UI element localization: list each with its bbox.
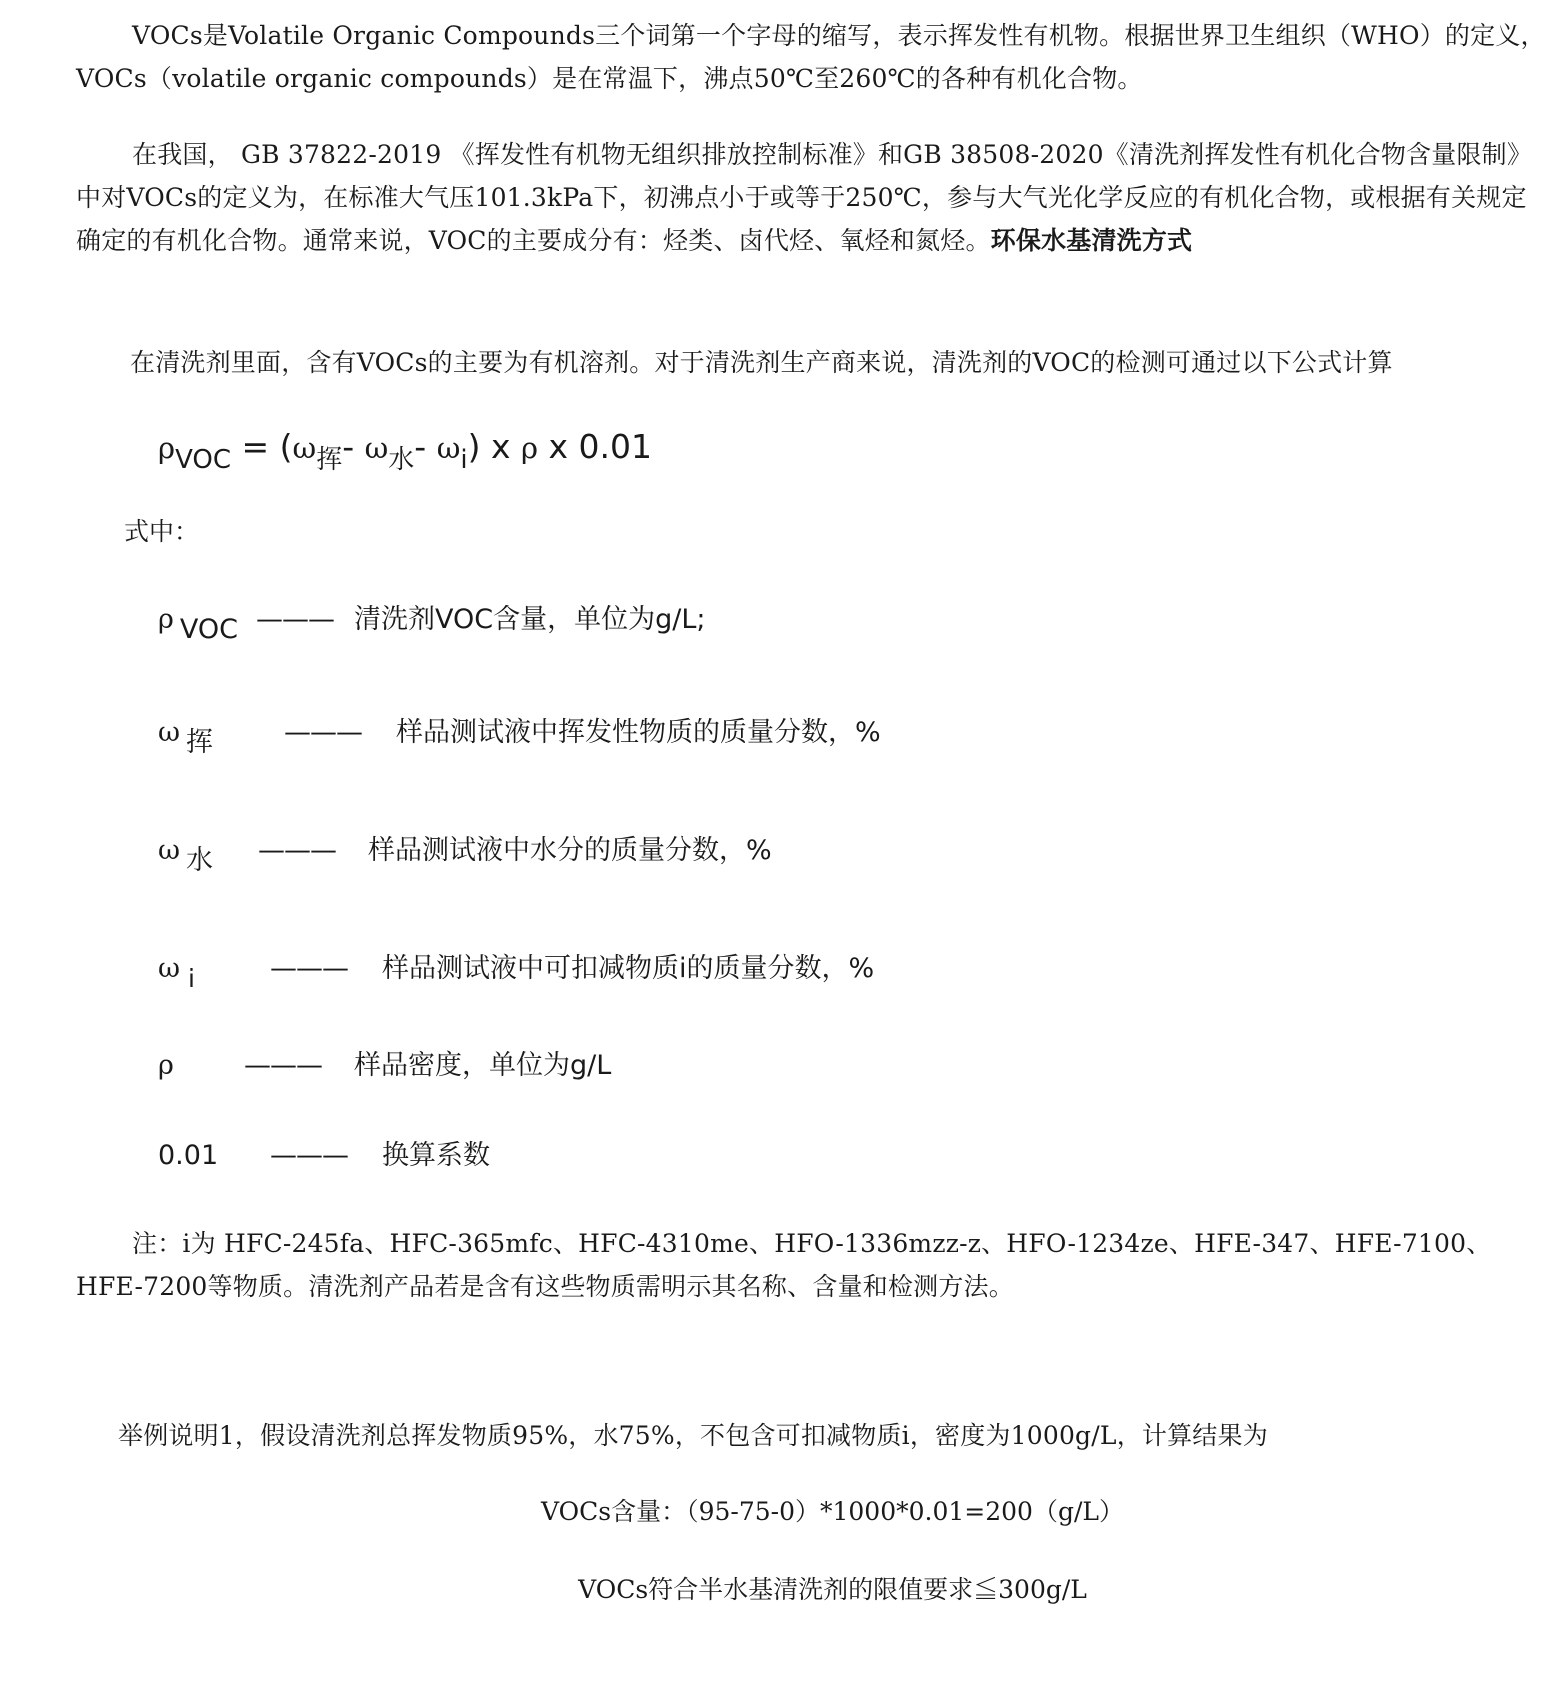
definition-dash: ———	[284, 717, 362, 748]
formula-sub-i: i	[460, 445, 468, 475]
definition-subscript: i	[188, 964, 195, 993]
paragraph-note: 注：i为 HFC-245fa、HFC-365mfc、HFC-4310me、HFO-1336mzz-z、HFO-1234ze、HFE-347、HFE-7100、HFE-7200等物质。清洗剂产品若是含有这些物质需明示其名称、含量和检测方法。	[76, 1229, 1492, 1301]
definition-greek: ρ	[158, 604, 174, 635]
formula-sub-shui: 水	[388, 445, 415, 475]
definition-text: 样品密度，单位为g/L	[354, 1050, 612, 1081]
definition-subscript: 水	[186, 845, 214, 876]
definition-greek: ρ	[158, 1050, 174, 1081]
definition-dash: ———	[270, 953, 348, 984]
formula-tail: x 0.01	[538, 427, 653, 466]
definition-row	[158, 829, 1358, 876]
formula-voc-sub: VOC	[175, 445, 232, 475]
definition-dash: ———	[244, 1050, 322, 1081]
paragraph-example: 举例说明1，假设清洗剂总挥发物质95%，水75%，不包含可扣减物质i，密度为1000g/L，计算结果为	[118, 1421, 1268, 1450]
formula-minus-1: -	[342, 427, 365, 466]
definition-text: 换算系数	[382, 1140, 490, 1171]
formula-eq-open: = (	[231, 427, 293, 466]
definition-symbol	[158, 1044, 180, 1088]
paragraph-china-definition	[76, 133, 1546, 262]
definition-coefficient: 0.01	[158, 1140, 219, 1171]
definition-row	[158, 711, 1358, 758]
formula-close-x: ) x	[467, 427, 521, 466]
voc-formula	[158, 424, 652, 473]
definition-subscript: 挥	[186, 727, 214, 758]
formula-omega-2: ω	[364, 431, 389, 465]
definition-dash: ———	[270, 1140, 348, 1171]
paragraph-cleaning-agent: 在清洗剂里面，含有VOCs的主要为有机溶剂。对于清洗剂生产商来说，清洗剂的VOC的检测可通过以下公式计算	[130, 348, 1393, 377]
example-conclusion: VOCs符合半水基清洗剂的限值要求≦300g/L	[578, 1575, 1087, 1604]
paragraph-vocs-intro: VOCs是Volatile Organic Compounds三个词第一个字母的缩写，表示挥发性有机物。根据世界卫生组织（WHO）的定义，VOCs（volatile organic compounds）是在常温下，沸点50℃至260℃的各种有机化合物。	[76, 21, 1546, 93]
definition-row	[158, 1044, 1358, 1088]
definition-greek: ω	[158, 835, 181, 866]
definition-symbol	[158, 711, 214, 758]
china-definition-text: 在我国， GB 37822-2019 《挥发性有机物无组织排放控制标准》和GB 38508-2020《清洗剂挥发性有机化合物含量限制》中对VOCs的定义为，在标准大气压101.3kPa下，初沸点小于或等于250℃，参与大气光化学反应的有机化合物，或根据有关规定确定的有机化合物。通常来说，VOC的主要成分有：烃类、卤代烃、氧烃和氮烃。	[76, 140, 1533, 255]
formula-sub-hui: 挥	[316, 445, 343, 475]
definition-row	[158, 947, 1358, 991]
definition-greek: ω	[158, 953, 181, 984]
definition-row	[158, 598, 1358, 645]
china-definition-bold-text: 环保水基清洗方式	[990, 226, 1193, 255]
definition-symbol	[158, 1134, 224, 1178]
formula-omega-3: ω	[436, 431, 461, 465]
definition-text: 样品测试液中挥发性物质的质量分数，%	[396, 717, 881, 748]
definition-dash: ———	[256, 604, 334, 635]
definition-symbol	[158, 829, 214, 876]
formula-rho-2: ρ	[520, 431, 539, 465]
definition-symbol	[158, 947, 195, 991]
definition-text: 样品测试液中水分的质量分数，%	[368, 835, 772, 866]
definition-text: 样品测试液中可扣减物质i的质量分数，%	[382, 953, 875, 984]
definition-subscript: VOC	[179, 614, 238, 645]
formula-omega-1: ω	[292, 431, 317, 465]
example-result: VOCs含量：（95-75-0）*1000*0.01=200（g/L）	[541, 1497, 1124, 1526]
definition-greek: ω	[158, 717, 181, 748]
formula-rho: ρ	[158, 431, 176, 465]
definition-symbol	[158, 598, 238, 645]
where-label: 式中：	[124, 517, 200, 546]
definition-dash: ———	[258, 835, 336, 866]
formula-minus-2: -	[414, 427, 437, 466]
definition-text: 清洗剂VOC含量，单位为g/L;	[354, 604, 706, 635]
definition-row	[158, 1134, 1358, 1178]
